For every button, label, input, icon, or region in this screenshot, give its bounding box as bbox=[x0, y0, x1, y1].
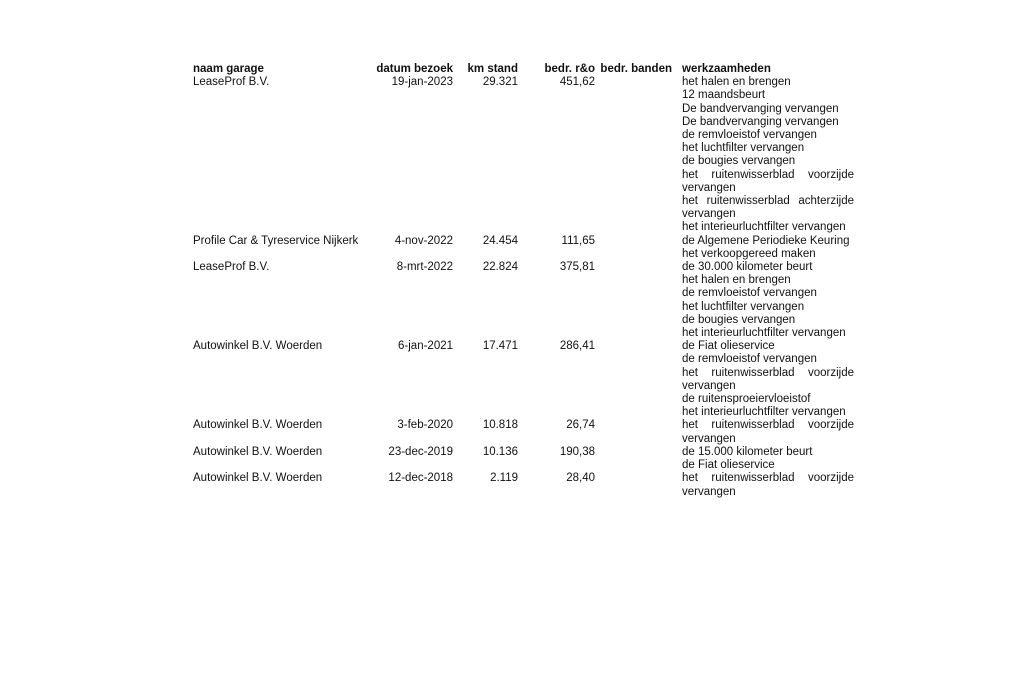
work-item: het halen en brengen bbox=[682, 274, 791, 287]
work-item: vervangen bbox=[682, 208, 736, 221]
garage-cell: Autowinkel B.V. Woerden bbox=[193, 445, 323, 458]
repair-amount-cell: 28,40 bbox=[566, 472, 595, 485]
repair-amount-cell: 286,41 bbox=[559, 340, 595, 353]
work-item: 12 maandsbeurt bbox=[682, 89, 766, 102]
work-cell bbox=[682, 76, 857, 234]
date-cell: 19-jan-2023 bbox=[391, 76, 453, 89]
table-row bbox=[193, 261, 893, 340]
work-item: de ruitensproeiervloeistof bbox=[682, 393, 811, 406]
work-cell bbox=[682, 472, 857, 498]
work-item: het interieurluchtfilter vervangen bbox=[682, 221, 846, 234]
km-cell: 17.471 bbox=[482, 340, 518, 353]
work-item: de remvloeistof vervangen bbox=[682, 129, 817, 142]
date-cell: 8-mrt-2022 bbox=[396, 261, 453, 274]
header-km: km stand bbox=[467, 63, 518, 75]
header-garage: naam garage bbox=[193, 63, 264, 75]
work-item: het interieurluchtfilter vervangen bbox=[682, 406, 846, 419]
work-item: het interieurluchtfilter vervangen bbox=[682, 327, 846, 340]
work-item: vervangen bbox=[682, 432, 736, 445]
repair-amount-cell: 451,62 bbox=[559, 76, 595, 89]
header-repair-amount: bedr. r&o bbox=[544, 63, 595, 75]
table-row bbox=[193, 76, 893, 234]
header-date: datum bezoek bbox=[376, 63, 453, 75]
work-item: de remvloeistof vervangen bbox=[682, 287, 817, 300]
work-item: het halen en brengen bbox=[682, 76, 791, 89]
date-cell: 23-dec-2019 bbox=[388, 445, 453, 458]
work-cell bbox=[682, 261, 857, 340]
work-item: het luchtfilter vervangen bbox=[682, 142, 805, 155]
garage-cell: Autowinkel B.V. Woerden bbox=[193, 472, 323, 485]
work-item: de Algemene Periodieke Keuring bbox=[682, 234, 850, 247]
km-cell: 24.454 bbox=[482, 234, 518, 247]
work-item: vervangen bbox=[682, 181, 736, 194]
work-item: De bandvervanging vervangen bbox=[682, 102, 839, 115]
work-item: de 30.000 kilometer beurt bbox=[682, 261, 813, 274]
work-item: de bougies vervangen bbox=[682, 155, 796, 168]
garage-cell: LeaseProf B.V. bbox=[193, 261, 270, 274]
table-row bbox=[193, 419, 893, 445]
date-cell: 3-feb-2020 bbox=[397, 419, 453, 432]
work-item: de remvloeistof vervangen bbox=[682, 353, 817, 366]
date-cell: 6-jan-2021 bbox=[398, 340, 453, 353]
table-body bbox=[193, 76, 893, 499]
table-row bbox=[193, 446, 893, 472]
garage-cell: Autowinkel B.V. Woerden bbox=[193, 419, 323, 432]
repair-amount-cell: 375,81 bbox=[559, 261, 595, 274]
repair-amount-cell: 111,65 bbox=[561, 234, 595, 247]
work-item: het ruitenwisserblad voorzijde bbox=[682, 472, 854, 485]
work-cell bbox=[682, 446, 857, 472]
work-item: het ruitenwisserblad achterzijde bbox=[682, 195, 854, 208]
work-item: de 15.000 kilometer beurt bbox=[682, 445, 813, 458]
work-cell bbox=[682, 235, 857, 261]
work-item: vervangen bbox=[682, 379, 736, 392]
work-item: de bougies vervangen bbox=[682, 313, 796, 326]
work-item: het verkoopgereed maken bbox=[682, 247, 816, 260]
table-row bbox=[193, 235, 893, 261]
work-cell bbox=[682, 340, 857, 419]
km-cell: 22.824 bbox=[482, 261, 518, 274]
garage-cell: Autowinkel B.V. Woerden bbox=[193, 340, 323, 353]
work-item: de Fiat olieservice bbox=[682, 340, 775, 353]
repair-amount-cell: 190,38 bbox=[559, 445, 595, 458]
header-tire-amount: bedr. banden bbox=[600, 63, 672, 75]
date-cell: 4-nov-2022 bbox=[394, 234, 453, 247]
work-item: De bandvervanging vervangen bbox=[682, 115, 839, 128]
date-cell: 12-dec-2018 bbox=[388, 472, 453, 485]
work-item: vervangen bbox=[682, 485, 736, 498]
garage-cell: LeaseProf B.V. bbox=[193, 76, 270, 89]
header-work: werkzaamheden bbox=[682, 63, 771, 75]
work-item: het ruitenwisserblad voorzijde bbox=[682, 168, 854, 181]
km-cell: 10.136 bbox=[482, 445, 518, 458]
maintenance-history-table bbox=[193, 63, 893, 499]
table-row bbox=[193, 472, 893, 498]
table-row bbox=[193, 340, 893, 419]
repair-amount-cell: 26,74 bbox=[566, 419, 595, 432]
work-item: het ruitenwisserblad voorzijde bbox=[682, 366, 854, 379]
km-cell: 29.321 bbox=[482, 76, 518, 89]
work-cell bbox=[682, 419, 857, 445]
work-item: de Fiat olieservice bbox=[682, 459, 775, 472]
work-item: het ruitenwisserblad voorzijde bbox=[682, 419, 854, 432]
work-item: het luchtfilter vervangen bbox=[682, 300, 805, 313]
garage-cell: Profile Car & Tyreservice Nijkerk bbox=[193, 234, 359, 247]
table-header-row bbox=[193, 63, 893, 76]
km-cell: 10.818 bbox=[482, 419, 518, 432]
km-cell: 2.119 bbox=[490, 472, 518, 485]
